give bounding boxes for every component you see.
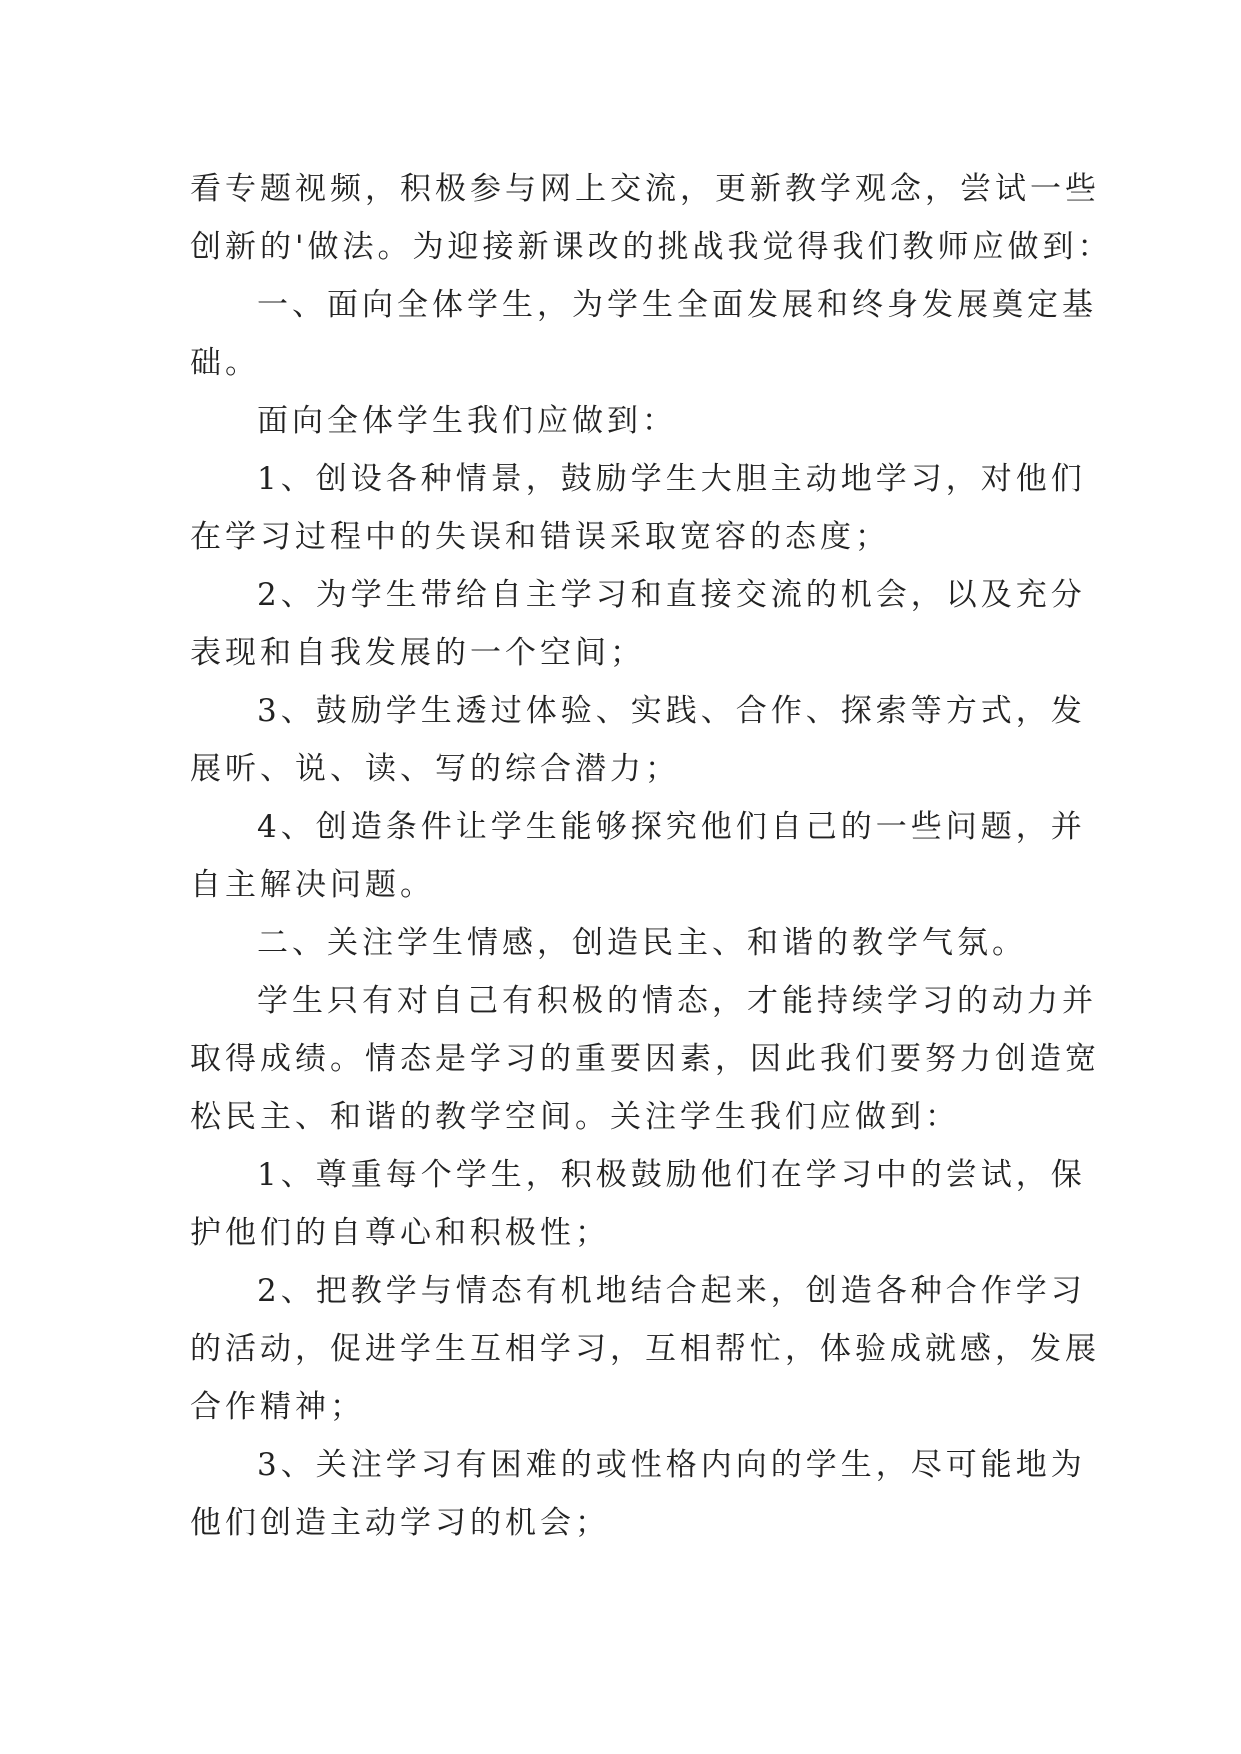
text-line: 取得成绩。情态是学习的重要因素，因此我们要努力创造宽	[190, 1041, 1100, 1077]
list-item: 1、创设各种情景，鼓励学生大胆主动地学习，对他们	[257, 461, 1086, 497]
text-line: 他们创造主动学习的机会；	[190, 1505, 610, 1541]
text-line: 在学习过程中的失误和错误采取宽容的态度；	[190, 519, 890, 555]
text-line: 面向全体学生我们应做到：	[257, 403, 677, 439]
text-line: 表现和自我发展的一个空间；	[190, 635, 645, 671]
text-line: 展听、说、读、写的综合潜力；	[190, 751, 680, 787]
list-item: 2、为学生带给自主学习和直接交流的机会，以及充分	[257, 577, 1086, 613]
text-line: 护他们的自尊心和积极性；	[190, 1215, 610, 1251]
text-line: 看专题视频，积极参与网上交流，更新教学观念，尝试一些	[190, 171, 1100, 207]
text-line: 松民主、和谐的教学空间。关注学生我们应做到：	[190, 1099, 960, 1135]
text-line: 合作精神；	[190, 1389, 365, 1425]
list-item: 1、尊重每个学生，积极鼓励他们在学习中的尝试，保	[257, 1157, 1086, 1193]
text-line: 学生只有对自己有积极的情态，才能持续学习的动力并	[257, 983, 1097, 1019]
list-item: 3、鼓励学生透过体验、实践、合作、探索等方式，发	[257, 693, 1086, 729]
text-line: 的活动，促进学生互相学习，互相帮忙，体验成就感，发展	[190, 1331, 1100, 1367]
list-item: 4、创造条件让学生能够探究他们自己的一些问题，并	[257, 809, 1086, 845]
text-line: 创新的'做法。为迎接新课改的挑战我觉得我们教师应做到：	[190, 229, 1113, 265]
list-item: 2、把教学与情态有机地结合起来，创造各种合作学习	[257, 1273, 1086, 1309]
section-heading-2: 二、关注学生情感，创造民主、和谐的教学气氛。	[257, 925, 1027, 961]
list-item: 3、关注学习有困难的或性格内向的学生，尽可能地为	[257, 1447, 1086, 1483]
text-line: 自主解决问题。	[190, 867, 435, 903]
document-body	[190, 160, 1113, 1552]
text-line: 础。	[190, 345, 260, 381]
section-heading-1: 一、面向全体学生，为学生全面发展和终身发展奠定基	[257, 287, 1097, 323]
